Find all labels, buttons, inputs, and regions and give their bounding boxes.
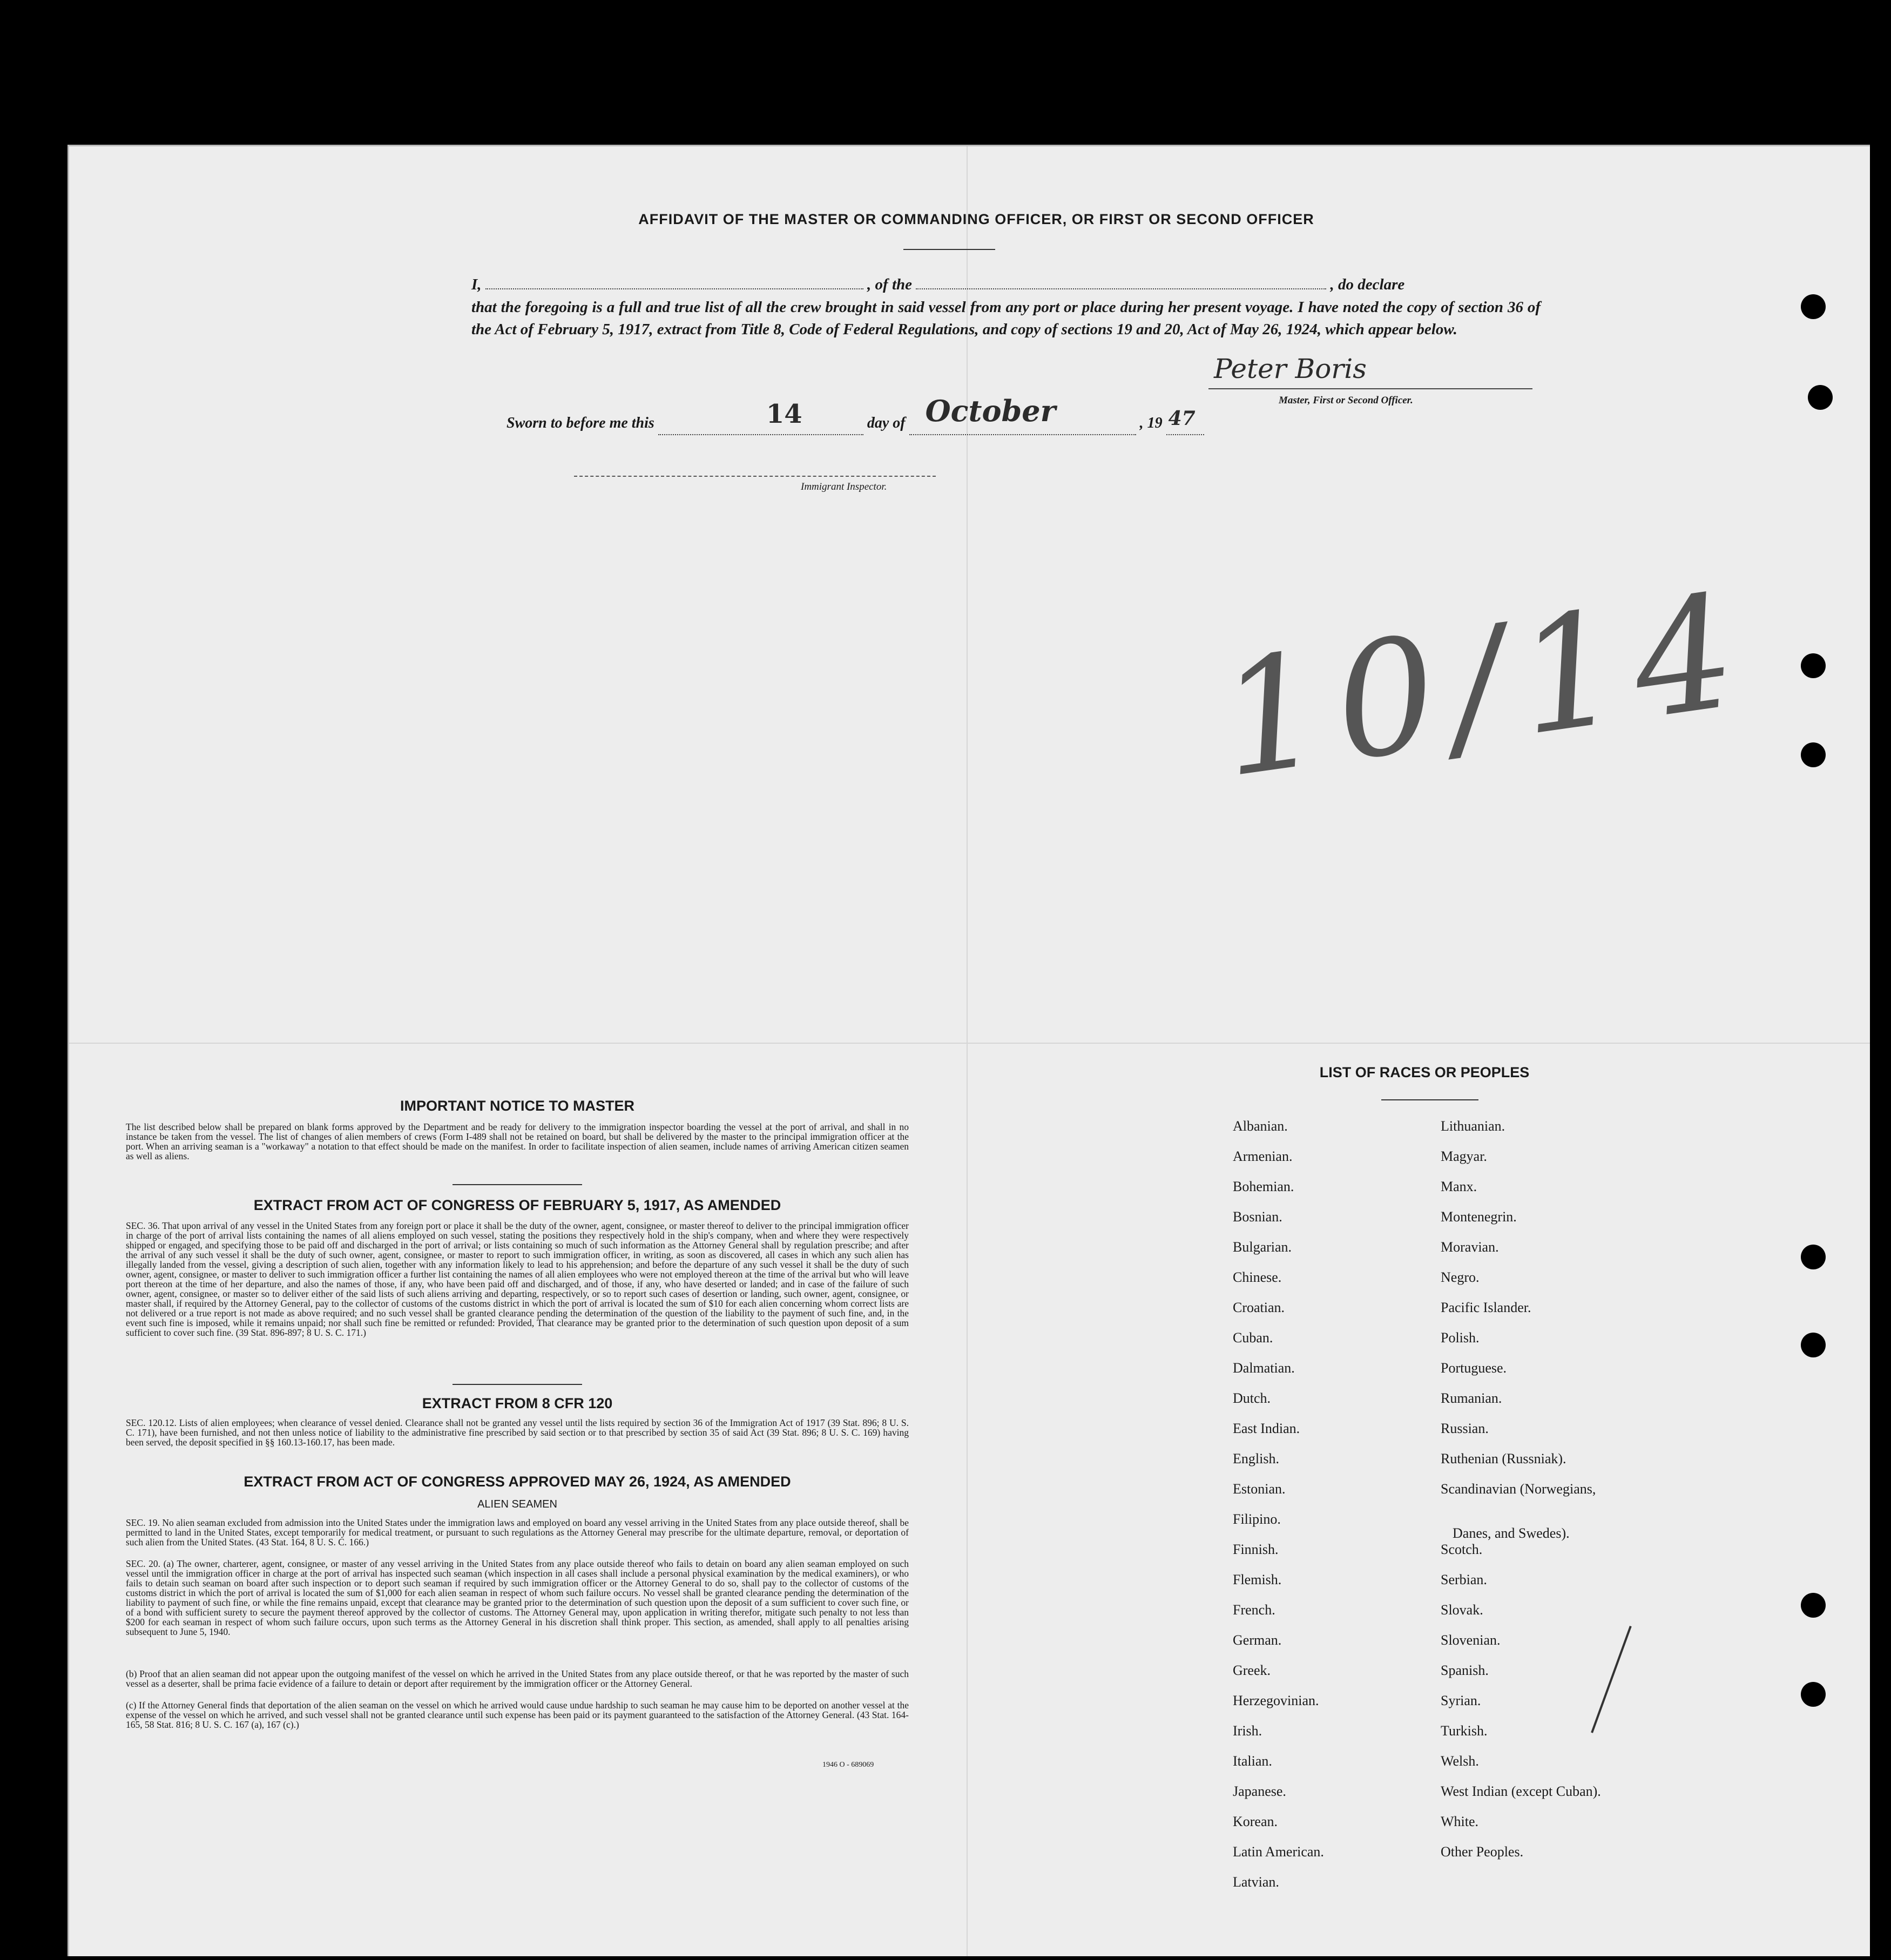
extract-1917-rule xyxy=(453,1384,582,1385)
race-item: Irish. xyxy=(1233,1723,1262,1739)
race-item: Scotch. xyxy=(1441,1542,1483,1557)
sworn-label: Sworn to before me this xyxy=(506,415,654,431)
race-item: Moravian. xyxy=(1441,1239,1499,1255)
race-item: Filipino. xyxy=(1233,1511,1281,1527)
race-item: French. xyxy=(1233,1602,1275,1618)
race-item: Chinese. xyxy=(1233,1269,1282,1285)
do-declare-label: , do declare xyxy=(1330,276,1405,293)
race-item: Danes, and Swedes). xyxy=(1453,1525,1570,1541)
race-item: Croatian. xyxy=(1233,1300,1285,1315)
race-item: West Indian (except Cuban). xyxy=(1441,1783,1601,1799)
punch-hole xyxy=(1801,294,1826,319)
race-item: Dutch. xyxy=(1233,1390,1271,1406)
race-item: Polish. xyxy=(1441,1330,1480,1346)
punch-hole xyxy=(1801,653,1826,678)
month-blank[interactable] xyxy=(909,394,1136,435)
extract-1924-title: EXTRACT FROM ACT OF CONGRESS APPROVED MAY 26, 1924, AS AMENDED xyxy=(244,1474,791,1490)
race-item: Rumanian. xyxy=(1441,1390,1502,1406)
notice-body: The list described below shall be prepared on blank forms approved by the Department and be ready for delivery to the immigration inspector boarding the vessel at the port of arrival, and shall in no instance be taken from the vessel. The list of changes of alien members of crews (Form I-489 shall not be retained on board, but shall be delivered by the master to the principal immigration officer at the port. When an arriving seaman is a "workaway" a notation to that effect should be made on the manifest. In order to facilitate inspection of alien seamen, include names of arriving American citizen seamen as well as aliens. xyxy=(126,1121,909,1161)
race-item: German. xyxy=(1233,1632,1282,1648)
fold-line-horizontal xyxy=(69,1043,1870,1044)
race-item: Manx. xyxy=(1441,1179,1477,1194)
name-blank[interactable] xyxy=(485,288,863,289)
race-item: Slovak. xyxy=(1441,1602,1483,1618)
race-item: Serbian. xyxy=(1441,1572,1487,1587)
signature-line xyxy=(1208,388,1532,389)
race-item: Greek. xyxy=(1233,1662,1271,1678)
race-item: Bosnian. xyxy=(1233,1209,1282,1225)
race-item: Portuguese. xyxy=(1441,1360,1507,1376)
year-blank[interactable] xyxy=(1166,407,1204,435)
race-item: Slovenian. xyxy=(1441,1632,1501,1648)
affidavit-title: AFFIDAVIT OF THE MASTER OR COMMANDING OFFICER, OR FIRST OR SECOND OFFICER xyxy=(638,211,1314,227)
race-item: White. xyxy=(1441,1814,1479,1829)
month-value: October xyxy=(925,394,1056,428)
sworn-line xyxy=(506,394,1316,435)
inspector-line xyxy=(574,476,936,477)
extract-1924-sec19: SEC. 19. No alien seaman excluded from admission into the United States under the immigration laws and employed on board any vessel arriving in the United States from any place outside thereof, shall be permitted to land in the United States, except temporarily for medical treatment, or pursuant to such regulations as the Attorney General may prescribe for the ultimate departure, removal, or deportation of such alien from the United States. (43 Stat. 164, 8 U. S. C. 166.) xyxy=(126,1517,909,1547)
extract-1924-sec20a: SEC. 20. (a) The owner, charterer, agent, consignee, or master of any vessel arriving in the United States from any place outside thereof who fails to detain on board any alien seaman employed on such vessel until the immigration officer in charge at the port of arrival has inspected such seaman (which inspection in all cases shall include a personal physical examination by the medical examiners), or who fails to detain such seaman on board after such inspection or to deport such seaman if required by such immigration officer or the Attorney General to do so, shall pay to the collector of customs of the customs district in which the port of arrival is located the sum of $1,000 for each alien seaman in respect of whom such failure occurs. No vessel shall be granted clearance pending the determination of the liability to payment of such fine, or while the fine remains unpaid, except that clearance may be granted prior to the determination of such question upon the deposit of a sum sufficient to cover such fine, or of a bond with sufficient surety to secure the payment thereof approved by the collector of customs. The Attorney General may, upon application in writing therefor, mitigate such penalty to not less than $200 for each seaman in respect of whom such failure occurs, upon such terms as the Attorney General in his discretion shall think proper. This section, as amended, shall apply to all penalties arising subsequent to June 5, 1940. xyxy=(126,1558,909,1637)
notice-title: IMPORTANT NOTICE TO MASTER xyxy=(400,1098,634,1114)
extract-1924-sec20c: (c) If the Attorney General finds that deportation of the alien seaman on the vessel on which he arrived would cause undue hardship to such seaman he may cause him to be deported on another vessel at the expense of the vessel on which he arrived, and such vessel shall not be granted clearance until such expense has been paid or its payment guaranteed to the satisfaction of the Attorney General. (43 Stat. 164-165, 58 Stat. 816; 8 U. S. C. 167 (a), 167 (c).) xyxy=(126,1700,909,1730)
races-title: LIST OF RACES OR PEOPLES xyxy=(1319,1064,1530,1080)
extract-1917-body: SEC. 36. That upon arrival of any vessel in the United States from any foreign port or place it shall be the duty of the owner, agent, consignee, or master thereof to deliver to the principal immigration officer in charge of the port of arrival lists containing the names of all aliens employed on such vessel, stating the positions they respectively hold in the ship's company, when and where they were respectively shipped or engaged, and specifying those to be paid off and discharged in the port of arrival; or lists containing so much of such information as the Attorney General shall by regulation prescribe; and after the arrival of any such vessel it shall be the duty of such owner, agent, consignee, or master to report to such immigration officer, in writing, as soon as discovered, all cases in which any such alien has illegally landed from the vessel, giving a description of such alien, together with any information likely to lead to his apprehension; and before the departure of any such vessel it shall be the duty of such owner, agent, consignee, or master to deliver to such immigration officer a further list containing the names of all alien employees who were not employed thereon at the time of the arrival but who will leave port thereon at the time of her departure, and also the names of those, if any, who have been paid off and discharged, and of those, if any, who have deserted or landed; and in case of the failure of such owner, agent, consignee, or master so to deliver either of the said lists of such aliens arriving and departing, respectively, or so to report such cases of desertion or landing, such owner, agent, consignee, or master shall, if required by the Attorney General, pay to the collector of customs of the customs district in which the port of arrival is located the sum of $10 for each alien concerning whom correct lists are not delivered or a true report is not made as above required; and no such vessel shall be granted clearance pending the determination of the question of the liability to the payment of such fine, and, in the event such fine is imposed, while it remains unpaid; nor shall such fine be remitted or refunded: Provided, That clearance may be granted prior to the determination of such question upon deposit of a sum sufficient to cover such fine. (39 Stat. 896-897; 8 U. S. C. 171.) xyxy=(126,1220,909,1338)
race-item: Herzegovinian. xyxy=(1233,1693,1319,1708)
title-rule xyxy=(903,249,995,250)
i-label: I, xyxy=(471,276,482,293)
extract-1924-subtitle: ALIEN SEAMEN xyxy=(477,1498,557,1510)
signer-label: Master, First or Second Officer. xyxy=(1279,395,1413,406)
race-item: East Indian. xyxy=(1233,1421,1300,1436)
extract-cfr-title: EXTRACT FROM 8 CFR 120 xyxy=(422,1395,613,1411)
race-item: Korean. xyxy=(1233,1814,1278,1829)
race-item: Ruthenian (Russniak). xyxy=(1441,1451,1566,1466)
race-item: Armenian. xyxy=(1233,1148,1293,1164)
declaration-line xyxy=(471,274,1541,296)
vessel-blank[interactable] xyxy=(916,288,1326,289)
race-item: Spanish. xyxy=(1441,1662,1489,1678)
race-item: Japanese. xyxy=(1233,1783,1286,1799)
race-item: Latvian. xyxy=(1233,1874,1279,1890)
race-item: Flemish. xyxy=(1233,1572,1282,1587)
extract-1924-sec20b: (b) Proof that an alien seaman did not appear upon the outgoing manifest of the vessel on which he arrived in the United States from any place outside thereof, or that he was reported by the master of such vessel as a deserter, shall be prima facie evidence of a failure to detain or deport after requirement by the immigration officer or the Attorney General. xyxy=(126,1668,909,1689)
race-item: Bohemian. xyxy=(1233,1179,1294,1194)
handwritten-date: 10/14 xyxy=(1209,558,1762,813)
punch-hole xyxy=(1801,1593,1826,1618)
race-item: Cuban. xyxy=(1233,1330,1273,1346)
race-item: Finnish. xyxy=(1233,1542,1279,1557)
race-item: Syrian. xyxy=(1441,1693,1481,1708)
punch-hole xyxy=(1801,1682,1826,1707)
check-mark xyxy=(1591,1626,1632,1733)
year-value: 47 xyxy=(1168,407,1196,430)
race-item: Other Peoples. xyxy=(1441,1844,1524,1860)
of-the-label: , of the xyxy=(867,276,913,293)
race-item: Scandinavian (Norwegians, xyxy=(1441,1481,1596,1497)
race-item: Italian. xyxy=(1233,1753,1272,1769)
day-of-label: day of xyxy=(867,415,906,431)
race-item: Negro. xyxy=(1441,1269,1480,1285)
punch-hole xyxy=(1801,1333,1826,1357)
extract-cfr-body: SEC. 120.12. Lists of alien employees; when clearance of vessel denied. Clearance shall not be granted any vessel until the lists required by section 36 of the Immigration Act of 1917 (39 Stat. 896; 8 U. S. C. 171), have been furnished, and not then unless notice of liability to the administrative fine prescribed by said section or to that prescribed by section 35 of said Act (39 Stat. 896; 8 U. S. C. 169) having been served, the deposit specified in §§ 160.13-160.17, has been made. xyxy=(126,1417,909,1448)
race-item: Bulgarian. xyxy=(1233,1239,1292,1255)
inspector-label: Immigrant Inspector. xyxy=(801,481,887,492)
punch-hole xyxy=(1808,385,1833,410)
year-prefix: , 19 xyxy=(1139,415,1163,431)
punch-hole xyxy=(1801,742,1826,767)
race-item: Montenegrin. xyxy=(1441,1209,1517,1225)
race-item: Turkish. xyxy=(1441,1723,1488,1739)
races-rule xyxy=(1381,1099,1478,1100)
declaration-statement: that the foregoing is a full and true list of all the crew brought in said vessel from any port or place during her present voyage. I have noted the copy of section 36 of the Act of February 5, 1917, extract from Title 8, Code of Federal Regulations, and copy of sections 19 and 20, Act of May 26, 1924, which appear below. xyxy=(471,299,1541,338)
race-item: English. xyxy=(1233,1451,1279,1466)
officer-signature: Peter Boris xyxy=(1214,353,1367,384)
race-item: Lithuanian. xyxy=(1441,1118,1505,1134)
document-page xyxy=(67,145,1870,1956)
day-value: 14 xyxy=(766,399,802,429)
race-item: Dalmatian. xyxy=(1233,1360,1295,1376)
race-item: Magyar. xyxy=(1441,1148,1487,1164)
extract-1917-title: EXTRACT FROM ACT OF CONGRESS OF FEBRUARY 5, 1917, AS AMENDED xyxy=(253,1197,781,1213)
race-item: Russian. xyxy=(1441,1421,1489,1436)
notice-rule xyxy=(453,1184,582,1185)
race-item: Latin American. xyxy=(1233,1844,1324,1860)
punch-hole xyxy=(1801,1245,1826,1269)
race-item: Albanian. xyxy=(1233,1118,1288,1134)
day-blank[interactable] xyxy=(658,399,863,435)
race-item: Welsh. xyxy=(1441,1753,1479,1769)
print-code: 1946 O - 689069 xyxy=(822,1761,874,1769)
race-item: Estonian. xyxy=(1233,1481,1286,1497)
race-item: Pacific Islander. xyxy=(1441,1300,1531,1315)
